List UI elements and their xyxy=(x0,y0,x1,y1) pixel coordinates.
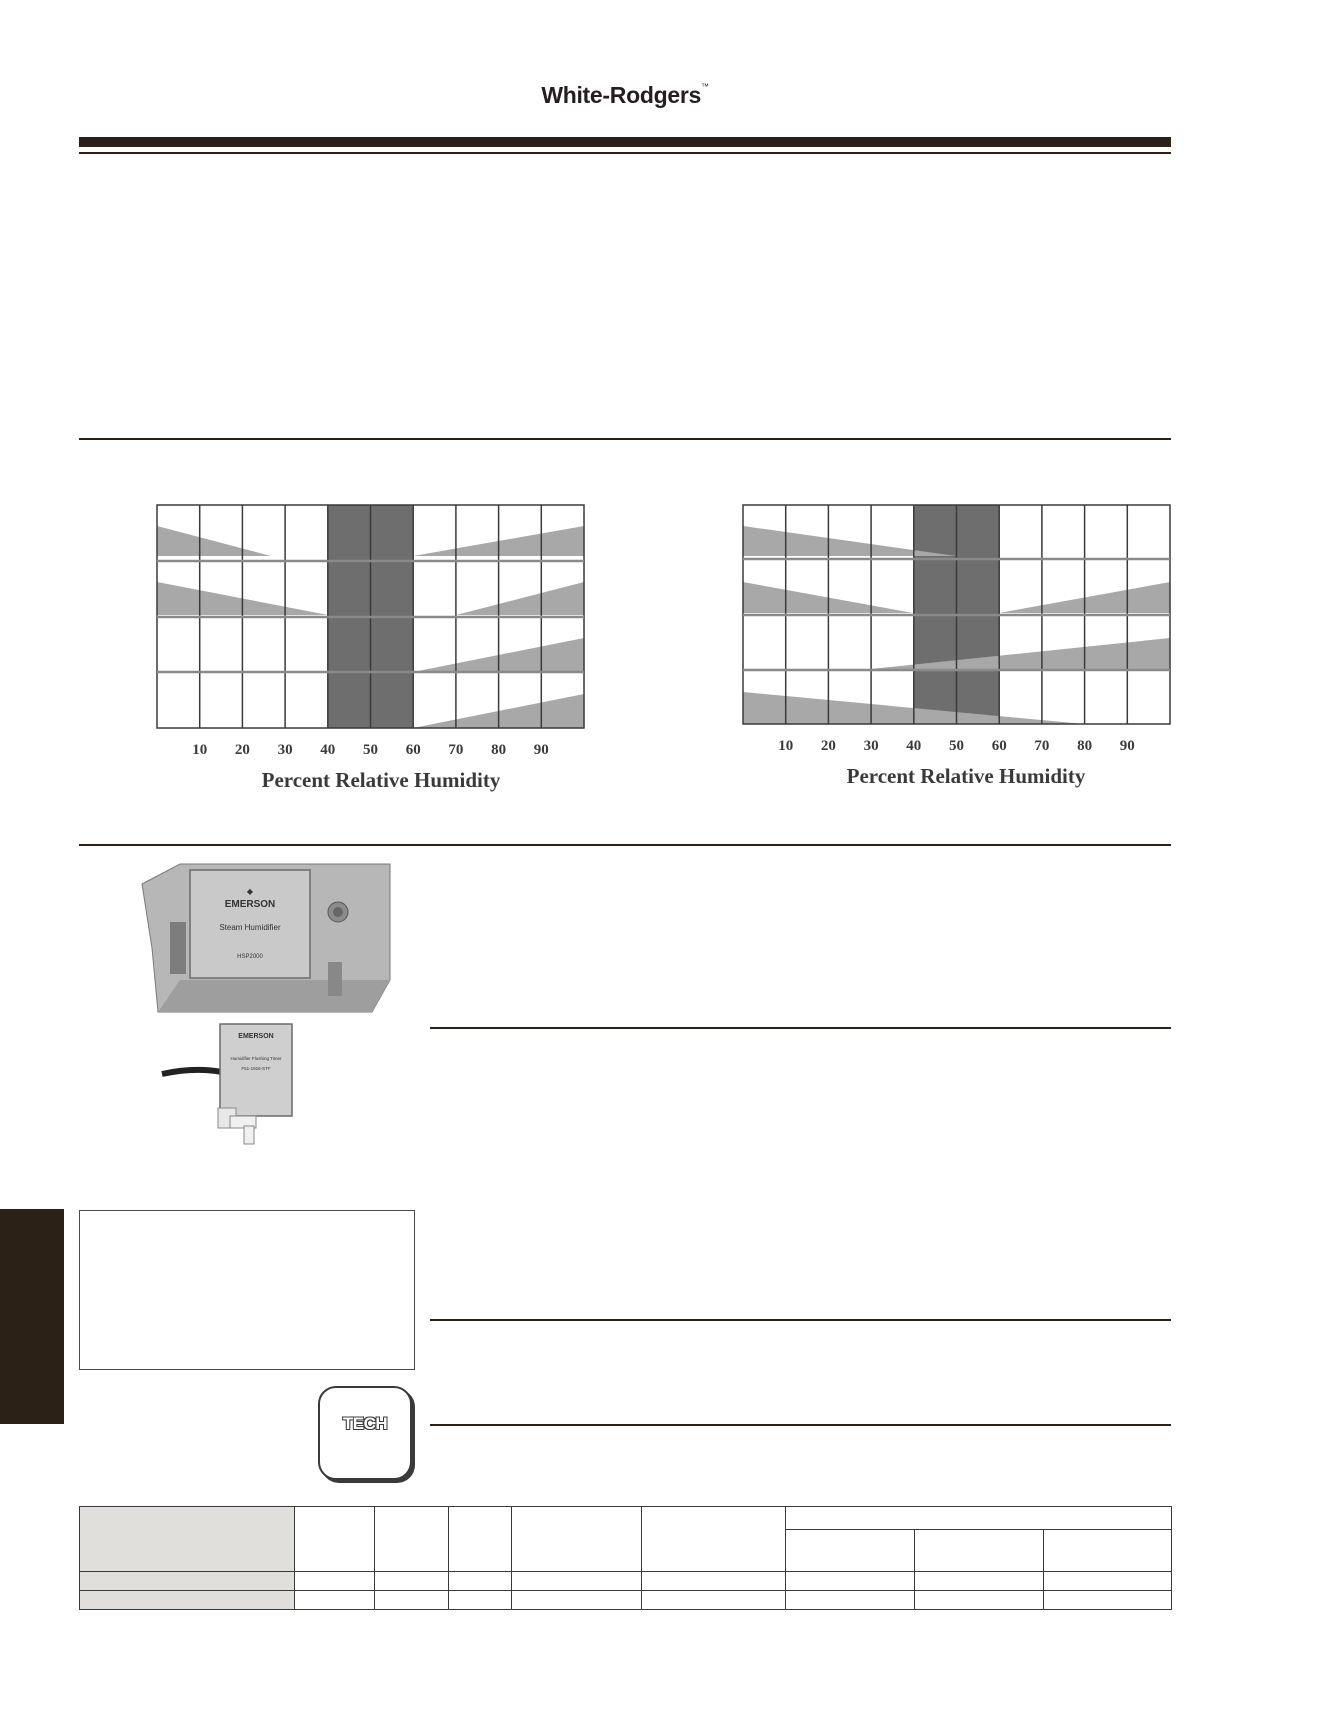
table-header-cell xyxy=(449,1507,512,1572)
table-header-cell xyxy=(512,1507,642,1572)
tick-label: 60 xyxy=(991,738,1007,754)
humidity-chart-left xyxy=(150,500,600,800)
svg-text:◆: ◆ xyxy=(246,887,254,896)
tick-label: 60 xyxy=(405,742,421,758)
header-rule xyxy=(79,152,1171,154)
table-row xyxy=(80,1591,1172,1610)
tick-label: 90 xyxy=(533,742,549,758)
table-cell xyxy=(915,1591,1044,1610)
photo-brand-text: EMERSON xyxy=(238,1033,274,1040)
tick-label: 50 xyxy=(949,738,964,754)
flushing-timer-photo xyxy=(160,1022,320,1146)
table-cell xyxy=(512,1572,642,1591)
table-cell xyxy=(642,1572,786,1591)
table-cell xyxy=(512,1591,642,1610)
table-cell xyxy=(80,1591,295,1610)
table-cell xyxy=(375,1572,449,1591)
tick-label: 20 xyxy=(820,738,836,754)
humidity-chart-right-svg xyxy=(735,500,1185,800)
tick-label: 40 xyxy=(320,742,336,758)
trademark-symbol: ™ xyxy=(700,82,709,91)
table-subheader-cell xyxy=(1044,1530,1172,1572)
photo-brand-text: EMERSON xyxy=(224,899,276,910)
tick-label: 30 xyxy=(863,738,879,754)
tick-label: 40 xyxy=(906,738,922,754)
table-cell xyxy=(1044,1572,1172,1591)
tick-label: 80 xyxy=(491,742,507,758)
table-cell xyxy=(295,1591,375,1610)
flushing-timer-illustration xyxy=(160,1022,320,1146)
table-header-group-cell xyxy=(786,1507,1172,1530)
section-divider xyxy=(79,844,1171,846)
tick-label: 70 xyxy=(1034,738,1050,754)
table-cell xyxy=(642,1591,786,1610)
photo-product-text: Steam Humidifier xyxy=(219,923,281,932)
tick-label: 10 xyxy=(778,738,794,754)
table-subheader-cell xyxy=(915,1530,1044,1572)
tick-label: 20 xyxy=(234,742,250,758)
steam-humidifier-photo xyxy=(140,862,400,1022)
tech-badge-label: TECH xyxy=(342,1414,388,1433)
table-cell xyxy=(1044,1591,1172,1610)
table-header-cell xyxy=(642,1507,786,1572)
table-header-cell xyxy=(295,1507,375,1572)
brand-name: White-Rodgers xyxy=(541,82,701,108)
photo-model-text: HSP2000 xyxy=(237,954,263,960)
table-cell xyxy=(786,1591,915,1610)
info-box xyxy=(79,1210,415,1370)
x-axis-label: Percent Relative Humidity xyxy=(846,764,1086,788)
table-header-cell xyxy=(80,1507,295,1572)
photo-product-text: Humidifier Flushing Timer xyxy=(230,1056,282,1061)
table-cell xyxy=(786,1572,915,1591)
tick-label: 80 xyxy=(1077,738,1093,754)
section-divider xyxy=(430,1424,1171,1426)
steam-humidifier-illustration xyxy=(140,862,400,1022)
spec-table xyxy=(79,1506,1172,1610)
table-subheader-cell xyxy=(786,1530,915,1572)
photo-model-text: F51-1916-STF xyxy=(241,1066,271,1071)
tech-badge xyxy=(318,1386,412,1480)
section-tab xyxy=(0,1209,64,1424)
tick-label: 10 xyxy=(192,742,208,758)
tick-label: 50 xyxy=(363,742,378,758)
tick-label: 70 xyxy=(448,742,464,758)
section-divider xyxy=(79,438,1171,440)
table-row xyxy=(80,1572,1172,1591)
humidity-chart-left-svg xyxy=(150,500,600,800)
tick-label: 90 xyxy=(1119,738,1135,754)
section-divider xyxy=(430,1027,1171,1029)
x-axis-label: Percent Relative Humidity xyxy=(261,768,501,792)
table-header-row xyxy=(80,1507,1172,1530)
tick-label: 30 xyxy=(277,742,293,758)
table-cell xyxy=(915,1572,1044,1591)
table-cell xyxy=(80,1572,295,1591)
table-cell xyxy=(449,1572,512,1591)
table-cell xyxy=(375,1591,449,1610)
table-header-cell xyxy=(375,1507,449,1572)
section-divider xyxy=(430,1319,1171,1321)
humidity-chart-right xyxy=(735,500,1185,800)
brand-logo xyxy=(0,82,1250,109)
table-cell xyxy=(449,1591,512,1610)
table-cell xyxy=(295,1572,375,1591)
header-bar xyxy=(79,137,1171,147)
